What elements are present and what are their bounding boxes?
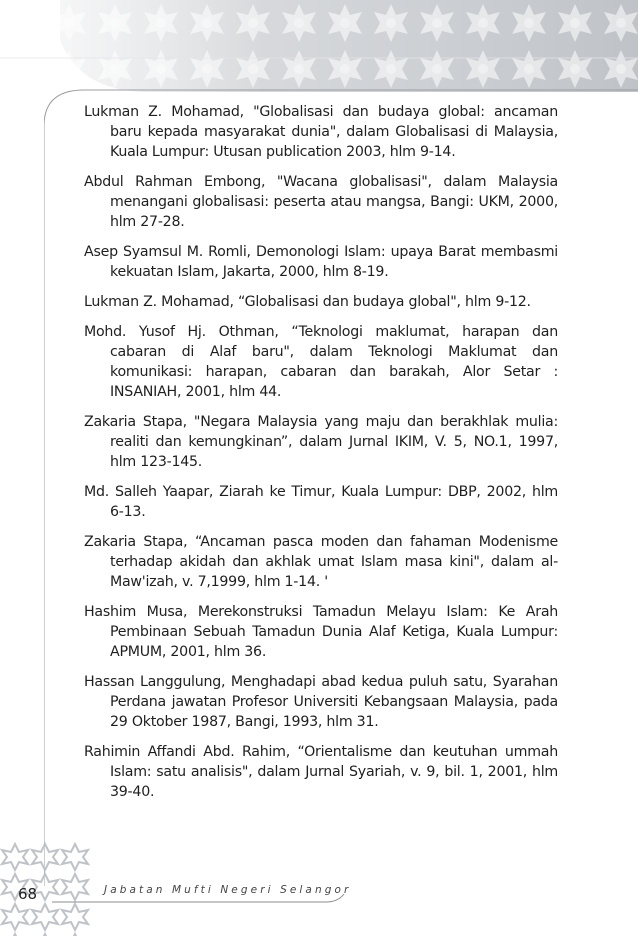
reference-item: Zakaria Stapa, "Negara Malaysia yang maju dan berakhlak mulia: realiti dan kemungkinan”, dalam Jurnal IKIM, V. 5, NO.1, 1997, hlm 123-145. (84, 414, 558, 470)
reference-item: Asep Syamsul M. Romli, Demonologi Islam: upaya Barat membasmi kekuatan Islam, Jakarta, 2000, hlm 8-19. (84, 244, 558, 280)
footer-geometric-pattern (0, 842, 90, 936)
footer-publisher: Jabatan Mufti Negeri Selangor (104, 884, 352, 896)
reference-item: Zakaria Stapa, “Ancaman pasca moden dan fahaman Modenisme terhadap akidah dan akhlak umat Islam masa kini", dalam al-Maw'izah, v. 7,1999, hlm 1-14. ' (84, 534, 558, 590)
reference-item: Hassan Langgulung, Menghadapi abad kedua puluh satu, Syarahan Perdana jawatan Profesor Universiti Kebangsaan Malaysia, pada 29 Oktober 1987, Bangi, 1993, hlm 31. (84, 674, 558, 730)
reference-list (84, 102, 558, 812)
reference-item: Rahimin Affandi Abd. Rahim, “Orientalisme dan keutuhan ummah Islam: satu analisis", dalam Jurnal Syariah, v. 9, bil. 1, 2001, hlm 39-40. (84, 744, 558, 800)
header-geometric-pattern (0, 0, 638, 100)
reference-item: Lukman Z. Mohamad, “Globalisasi dan budaya global", hlm 9-12. (84, 294, 531, 310)
reference-item: Lukman Z. Mohamad, "Globalisasi dan budaya global: ancaman baru kepada masyarakat dunia", dalam Globalisasi di Malaysia, Kuala Lumpur: Utusan publication 2003, hlm 9-14. (84, 104, 558, 160)
page-number: 68 (18, 885, 38, 903)
reference-item: Md. Salleh Yaapar, Ziarah ke Timur, Kuala Lumpur: DBP, 2002, hlm 6-13. (84, 484, 558, 520)
reference-item: Abdul Rahman Embong, "Wacana globalisasi", dalam Malaysia menangani globalisasi: peserta atau mangsa, Bangi: UKM, 2000, hlm 27-28. (84, 174, 558, 230)
footer-divider-line (52, 894, 352, 910)
reference-item: Hashim Musa, Merekonstruksi Tamadun Melayu Islam: Ke Arah Pembinaan Sebuah Tamadun Dunia Alaf Ketiga, Kuala Lumpur: APMUM, 2001, hlm 36. (84, 604, 558, 660)
reference-item: Mohd. Yusof Hj. Othman, “Teknologi maklumat, harapan dan cabaran di Alaf baru", dalam Teknologi Maklumat dan komunikasi: harapan, cabaran dan barakah, Alor Setar : INSANIAH, 2001, hlm 44. (84, 324, 558, 400)
